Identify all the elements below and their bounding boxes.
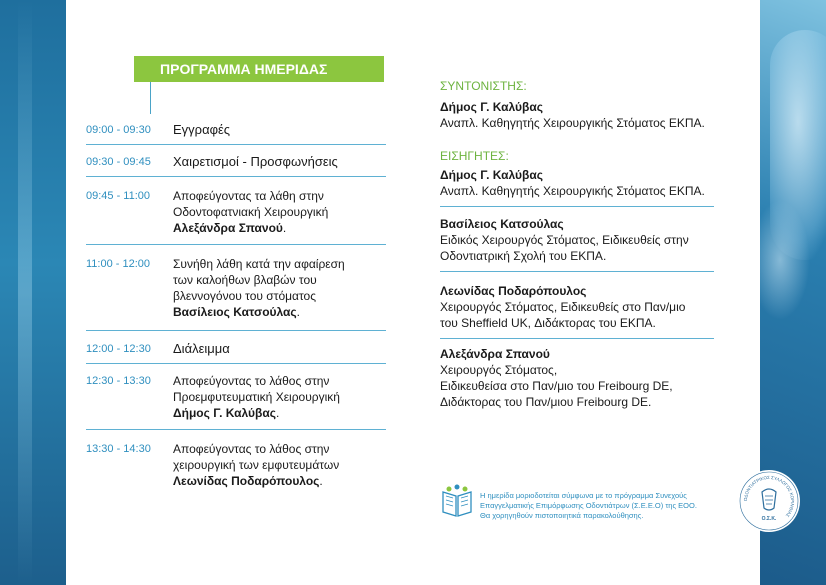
speaker-name: Λεωνίδας Ποδαρόπουλος [440, 284, 587, 298]
schedule-speaker: Λεωνίδας Ποδαρόπουλος [173, 474, 320, 488]
schedule-topic: Συνήθη λάθη κατά την αφαίρεση των καλοήθων βλαβών του βλεννογόνου του στόματος Βασίλειος Κατσούλας. [173, 257, 345, 319]
divider [86, 330, 386, 331]
seeo-book-logo-icon [440, 484, 474, 520]
schedule-time: 11:00 - 12:00 [86, 258, 151, 270]
schedule-time: 12:30 - 13:30 [86, 375, 151, 387]
divider [86, 429, 386, 430]
speaker-title: Ειδικός Χειρουργός Στόματος, Ειδικευθείς στην [440, 233, 689, 247]
schedule-time: 09:00 - 09:30 [86, 124, 151, 136]
coordinator-header: ΣΥΝΤΟΝΙΣΤΗΣ: [440, 79, 527, 93]
schedule-time: 09:45 - 11:00 [86, 190, 151, 202]
schedule-topic: Αποφεύγοντας το λάθος στην Προεμφυτευματική Χειρουργική Δήμος Γ. Καλύβας. [173, 374, 340, 420]
speakers-header: ΕΙΣΗΓΗΤΕΣ: [440, 149, 509, 163]
speaker-title: Ειδικευθείσα στο Παν/μιο του Freibourg DE, [440, 379, 673, 393]
schedule-topic: Χαιρετισμοί - Προσφωνήσεις [173, 154, 338, 169]
speaker-name: Αλεξάνδρα Σπανού [440, 347, 550, 361]
schedule-topic: Διάλειμμα [173, 341, 230, 356]
schedule-speaker: Αλεξάνδρα Σπανού [173, 221, 283, 235]
speaker-title: Διδάκτορας του Παν/μιου Freibourg DE. [440, 395, 652, 409]
speaker-title: Οδοντιατρική Σχολή του ΕΚΠΑ. [440, 249, 607, 263]
divider [86, 176, 386, 177]
schedule-topic: Αποφεύγοντας το λάθος στην χειρουργική των εμφυτευμάτων Λεωνίδας Ποδαρόπουλος. [173, 442, 340, 488]
divider [440, 271, 714, 272]
speaker-title: του Sheffield UK, Διδάκτορας του ΕΚΠΑ. [440, 316, 656, 330]
divider [86, 363, 386, 364]
coordinator-title: Αναπλ. Καθηγητής Χειρουργικής Στόματος ΕΚΠΑ. [440, 116, 705, 130]
schedule-time: 12:00 - 12:30 [86, 343, 151, 355]
divider [440, 338, 714, 339]
schedule-topic: Εγγραφές [173, 122, 231, 137]
coordinator-name: Δήμος Γ. Καλύβας [440, 100, 543, 114]
speaker-title: Χειρουργός Στόματος, Ειδικευθείς στο Παν/μιο [440, 300, 686, 314]
schedule-speaker: Βασίλειος Κατσούλας [173, 305, 297, 319]
accreditation-note: Η ημερίδα μοριοδοτείται σύμφωνα με το πρόγραμμα Συνεχούς Επαγγελματικής Επιμόρφωσης Οδοντιάτρων (Σ.Ε.Ε.Ο) της ΕΟΟ. Θα χορηγηθούν πιστοποιητικά παρακολούθησης. [480, 491, 697, 520]
title-connector-line [150, 82, 151, 114]
divider [440, 206, 714, 207]
speaker-title: Χειρουργός Στόματος, [440, 363, 558, 377]
schedule-time: 09:30 - 09:45 [86, 156, 151, 168]
schedule-speaker: Δήμος Γ. Καλύβας [173, 406, 276, 420]
speaker-title: Αναπλ. Καθηγητής Χειρουργικής Στόματος ΕΚΠΑ. [440, 184, 705, 198]
speaker-name: Βασίλειος Κατσούλας [440, 217, 564, 231]
association-seal-logo [738, 470, 800, 532]
left-decorative-band [0, 0, 66, 585]
divider [86, 144, 386, 145]
divider [86, 244, 386, 245]
svg-text:ΟΔΟΝΤΙΑΤΡΙΚΟΣ ΣΥΛΛΟΓΟΣ ΚΟΡΙΝΘΙ: ΟΔΟΝΤΙΑΤΡΙΚΟΣ ΣΥΛΛΟΓΟΣ ΚΟΡΙΝΘΙΑΣ [742, 474, 796, 519]
schedule-time: 13:30 - 14:30 [86, 443, 151, 455]
svg-text:Ο.Σ.Κ.: Ο.Σ.Κ. [761, 516, 777, 522]
schedule-topic: Αποφεύγοντας τα λάθη στην Οδοντοφατνιακή Χειρουργική Αλεξάνδρα Σπανού. [173, 189, 329, 235]
speaker-name: Δήμος Γ. Καλύβας [440, 168, 543, 182]
program-title: ΠΡΟΓΡΑΜΜΑ ΗΜΕΡΙΔΑΣ [134, 56, 384, 82]
